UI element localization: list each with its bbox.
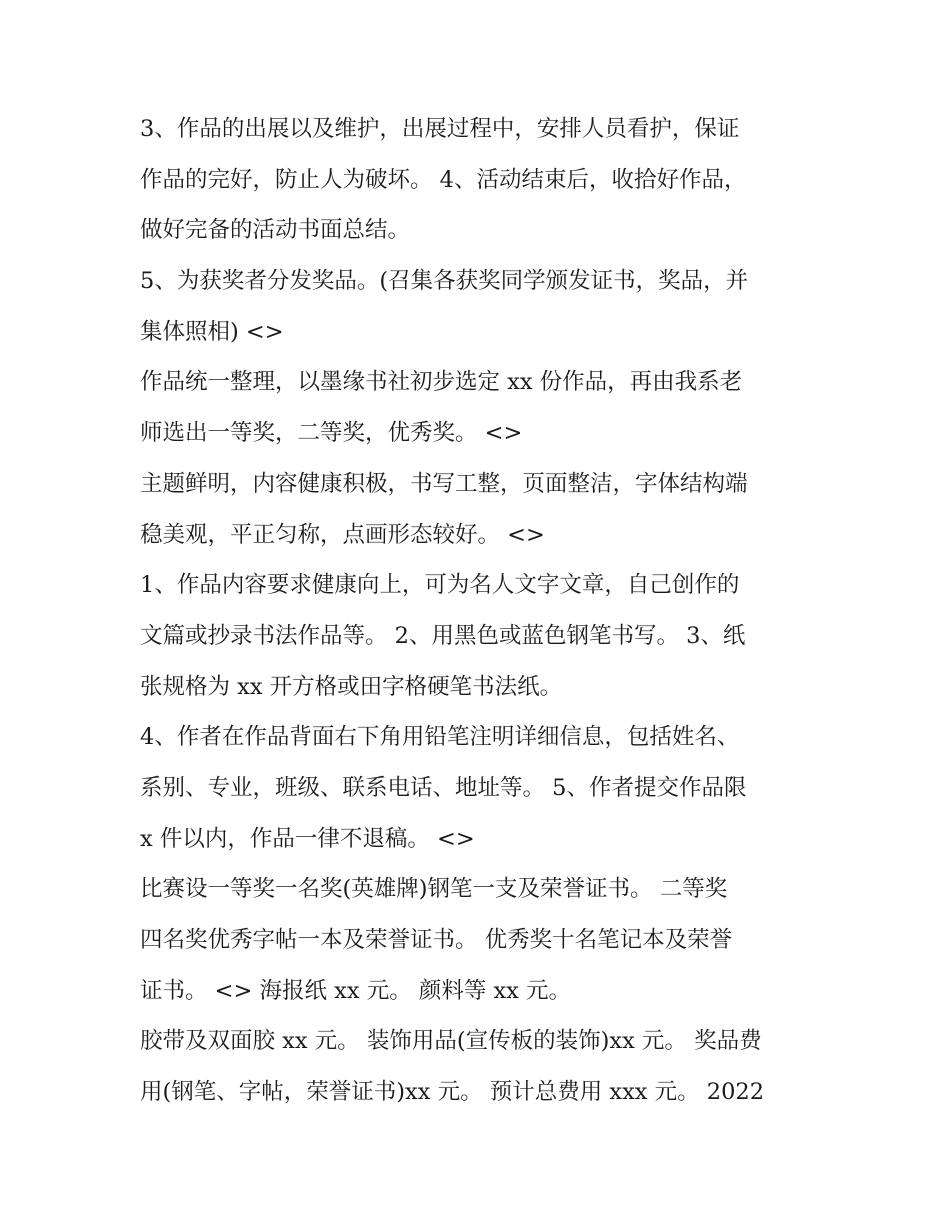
text-line: 文篇或抄录书法作品等。 2、用黑色或蓝色钢笔书写。 3、纸 [140,622,746,649]
text-line: 3、作品的出展以及维护，出展过程中，安排人员看护，保证 [140,116,740,142]
text-line: 1、作品内容要求健康向上，可为名人文字文章，自己创作的 [140,572,740,599]
text-line: 用(钢笔、字帖，荣誉证书)xx 元。 预计总费用 xxx 元。 2022 [140,1079,765,1106]
document-body [140,104,820,1118]
text-line: 师选出一等奖，二等奖，优秀奖。 <> [140,420,523,447]
text-line: 四名奖优秀字帖一本及荣誉证书。 优秀奖十名笔记本及荣誉 [140,927,733,953]
text-line: 4、作者在作品背面右下角用铅笔注明详细信息，包括姓名、 [140,724,740,751]
text-line: 作品统一整理，以墨缘书社初步选定 xx 份作品，再由我系老 [140,369,743,396]
text-line: x 件以内，作品一律不退稿。 <> [140,825,475,852]
text-line: 稳美观，平正匀称，点画形态较好。 <> [140,521,545,548]
text-line: 比赛设一等奖一名奖(英雄牌)钢笔一支及荣誉证书。 二等奖 [140,876,728,903]
text-line: 系别、专业，班级、联系电话、地址等。 5、作者提交作品限 [140,774,747,801]
text-line: 证书。 <> 海报纸 xx 元。 颜料等 xx 元。 [140,977,572,1004]
text-line: 做好完备的活动书面总结。 [140,217,411,244]
text-line: 5、为获奖者分发奖品。(召集各获奖同学颁发证书，奖品，并 [140,268,749,295]
text-line: 张规格为 xx 开方格或田字格硬笔书法纸。 [140,673,563,700]
text-line: 集体照相) <> [140,318,284,345]
text-line: 主题鲜明，内容健康积极，书写工整，页面整洁，字体结构端 [140,470,748,497]
text-line: 胶带及双面胶 xx 元。 装饰用品(宣传板的装饰)xx 元。 奖品费 [140,1028,762,1055]
text-line: 作品的完好，防止人为破坏。 4、活动结束后，收拾好作品， [140,166,747,193]
